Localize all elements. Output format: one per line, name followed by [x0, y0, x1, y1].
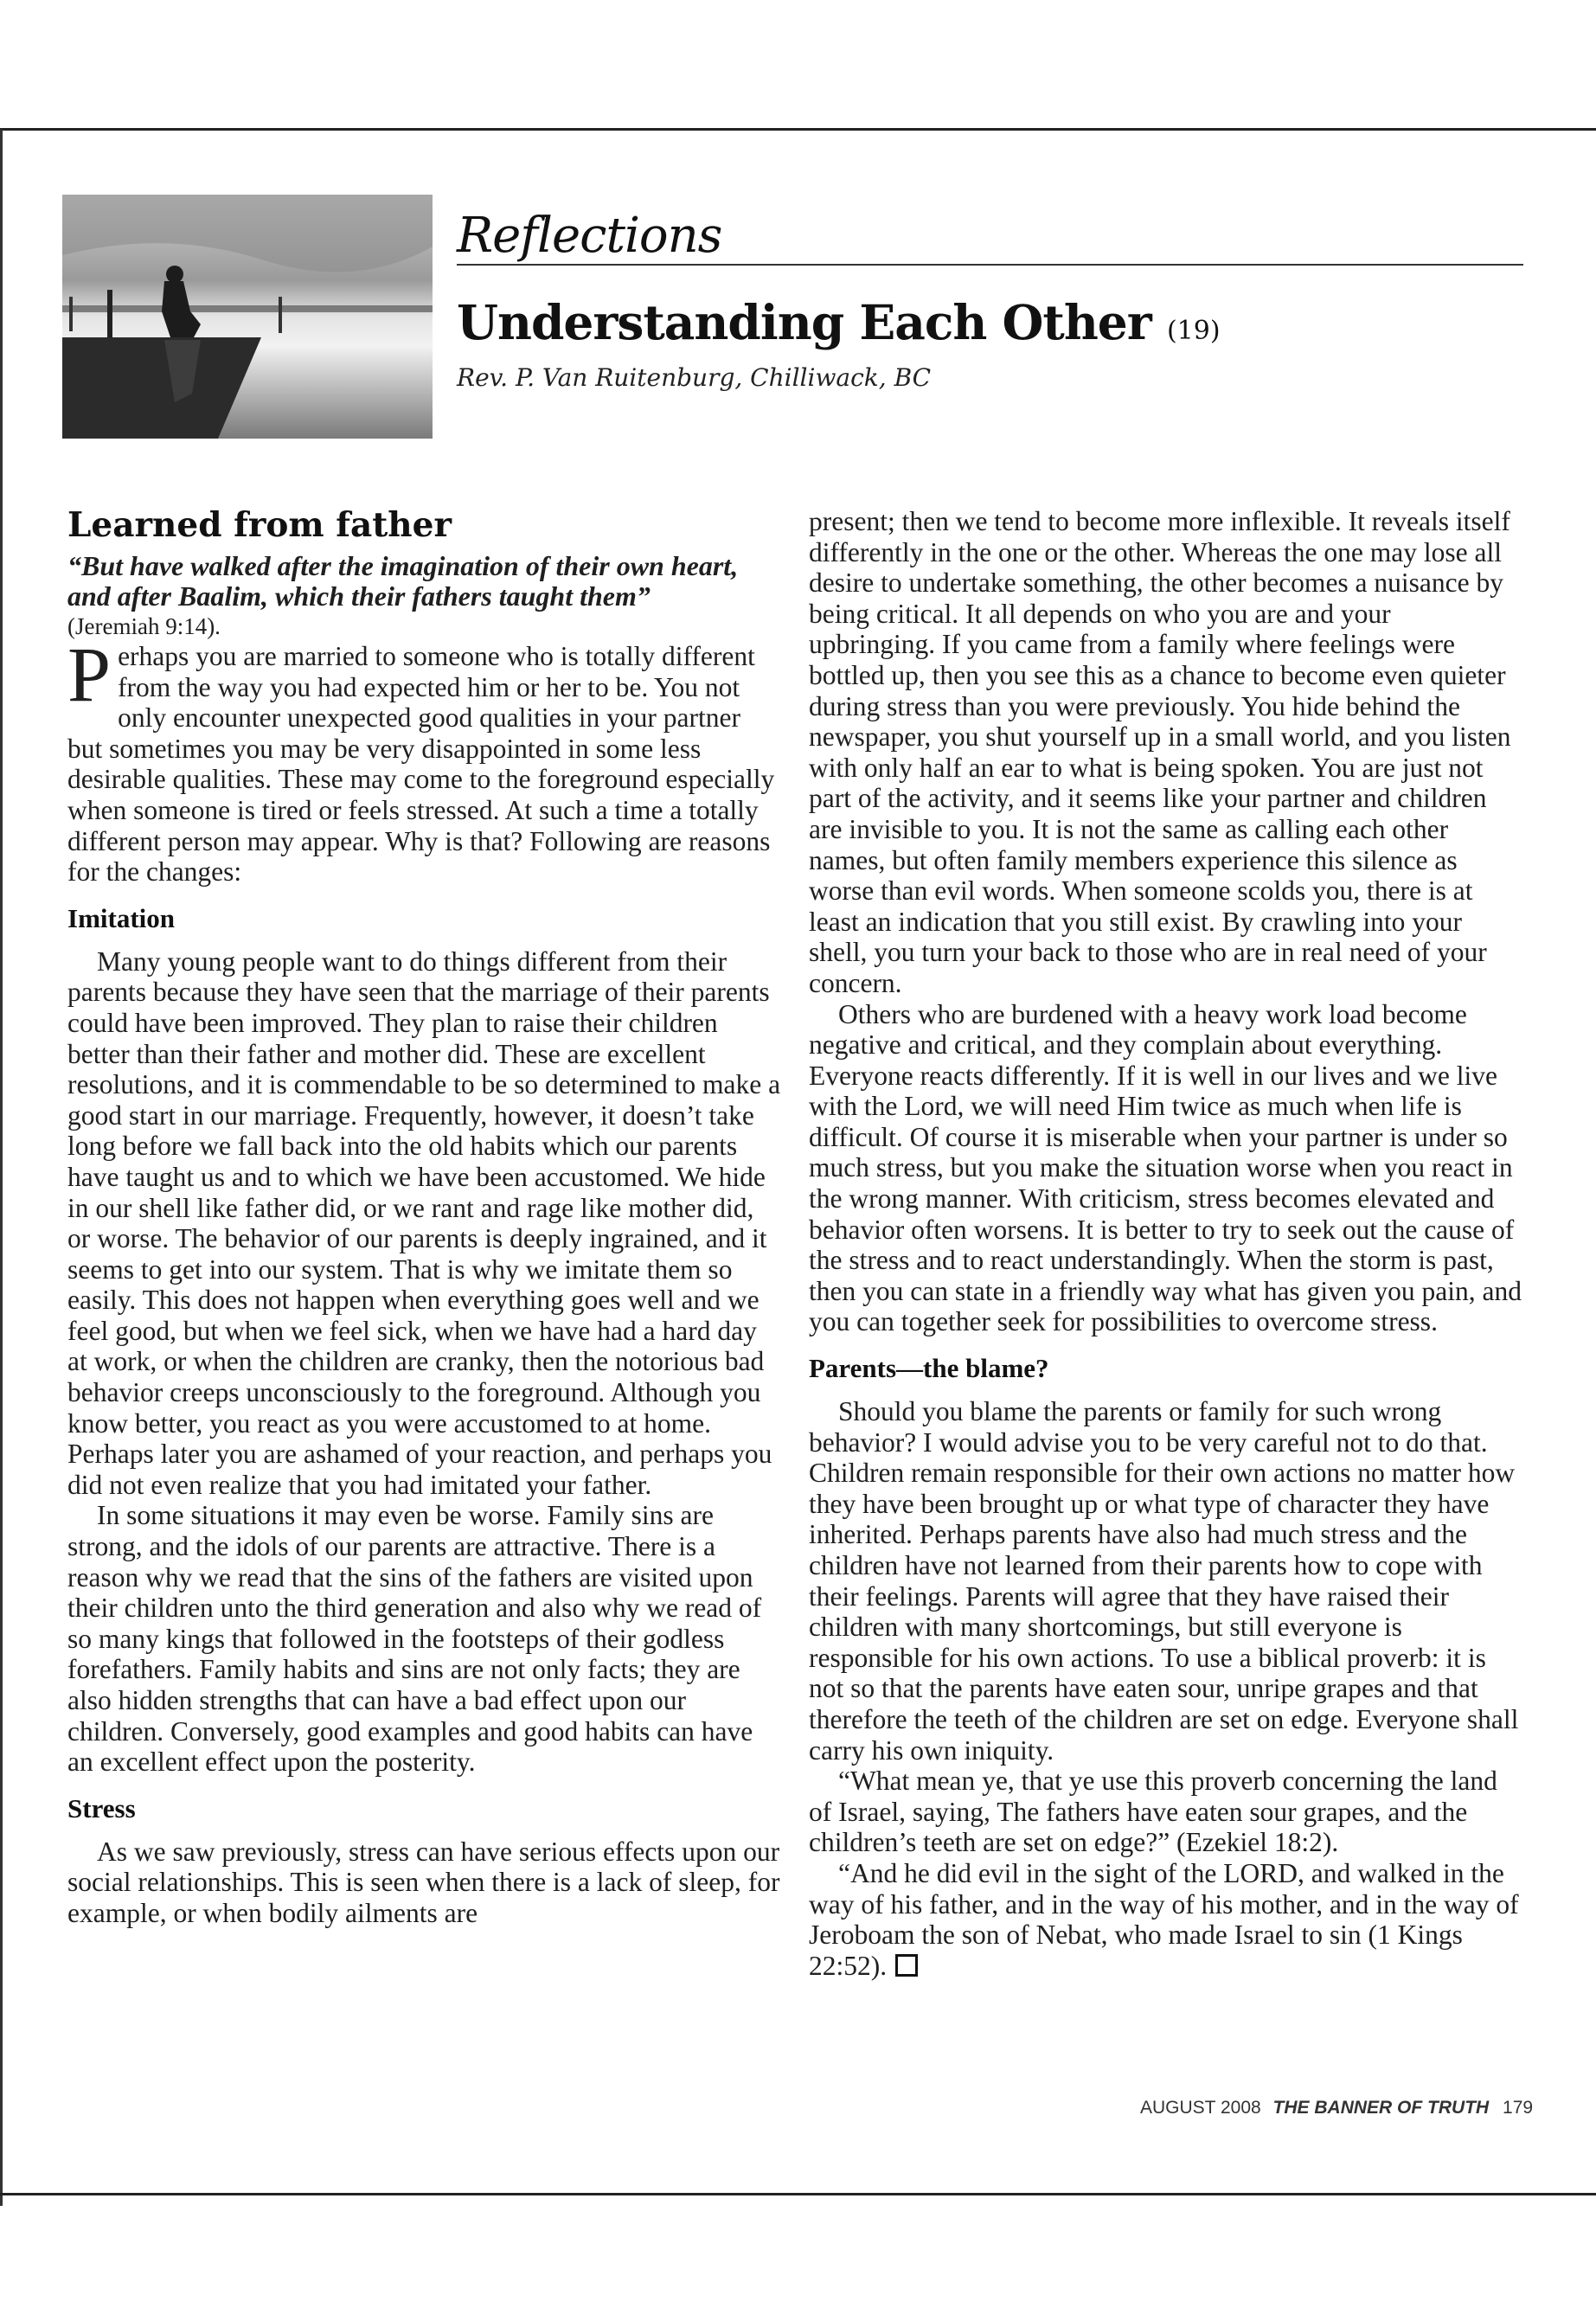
article-title-text: Understanding Each Other [457, 294, 1151, 350]
kicker-underline [457, 264, 1523, 266]
article-title [457, 294, 1221, 350]
paragraph: As we saw previously, stress can have serious effects upon our social relationships. This is seen when there is a lack of sleep, for example, or when bodily ailments are [67, 1836, 780, 1928]
section-title: Learned from father [67, 505, 452, 545]
subheading-imitation: Imitation [67, 902, 175, 933]
magazine-name: THE BANNER OF TRUTH [1272, 2098, 1490, 2118]
intro-text: erhaps you are married to someone who is totally different from the way you had expected him or her to be. You not only encounter unexpected good qualities in your partner but sometimes you may be very disappointed in some less desirable qualities. These may come to the foreground especially when someone is tired or feels stressed. At such a time a totally different person may appear. Why is that? Following are reasons for the changes: [67, 641, 775, 888]
article-byline: Rev. P. Van Ruitenburg, Chilliwack, BC [457, 363, 932, 392]
scripture-quote: “But have walked after the imagination of their own heart, and after Baalim, which their fathers taught them” [67, 550, 739, 612]
paragraph [809, 1858, 1523, 1981]
scripture-reference: (Jeremiah 9:14). [67, 613, 221, 639]
intro-paragraph [67, 632, 782, 888]
right-column [809, 506, 1523, 1981]
header-photo [62, 195, 433, 439]
paragraph: Others who are burdened with a heavy work load become negative and critical, and they complain about everything. Everyone reacts differently. If it is well in our lives and we live with the Lord, we will need Him twice as much when life is difficult. Of course it is miserable when your partner is under so much stress, but you make the situation worse when you react in the wrong manner. With criticism, stress becomes elevated and behavior often worsens. It is better to try to seek out the cause of the stress and to react understandingly. When the storm is past, then you can state in a friendly way what has given you pain, and you can together seek for possibilities to overcome stress. [809, 998, 1522, 1337]
top-border-rule [0, 128, 1596, 131]
drop-cap: P [67, 632, 112, 718]
end-mark-icon [895, 1954, 918, 1977]
left-edge-rule [0, 130, 3, 2206]
page-number: 179 [1503, 2098, 1534, 2118]
article-issue-number: (19) [1166, 316, 1221, 346]
page-footer [1140, 2098, 1533, 2118]
issue-date: AUGUST 2008 [1140, 2098, 1261, 2118]
bottom-border-rule [0, 2193, 1596, 2195]
subheading-parents: Parents—the blame? [809, 1353, 1049, 1384]
paragraph: Should you blame the parents or family for such wrong behavior? I would advise you to be very careful not to do that. Children remain responsible for their own actions no matter how they have been brought up or what type of character they have inherited. Perhaps parents have also had much stress and the children have not learned from their parents how to cope with their feelings. Parents will agree that they have raised their children with many shortcomings, but still everyone is responsible for his own actions. To use a biblical proverb: it is not so that the parents have eaten sour, unripe grapes and that therefore the teeth of the children are set on edge. Everyone shall carry his own iniquity. [809, 1396, 1519, 1766]
paragraph: “What mean ye, that ye use this proverb concerning the land of Israel, saying, The fathers have eaten sour grapes, and the children’s teeth are set on edge?” (Ezekiel 18:2). [809, 1766, 1497, 1858]
paragraph: In some situations it may even be worse. Family sins are strong, and the idols of our parents are attractive. There is a reason why we read that the sins of the fathers are visited upon their children unto the third generation and also why we read of so many kings that followed in the footsteps of their godless forefathers. Family habits and sins are not only facts; they are also hidden strengths that can have a bad effect upon our children. Conversely, good examples and good habits can have an excellent effect upon the posterity. [67, 1500, 762, 1778]
paragraph: present; then we tend to become more inflexible. It reveals itself differently in the one or the other. Whereas the one may lose all desire to undertake something, the other becomes a nuisance by being critical. It all depends on who you are and your upbringing. If you came from a family where feelings were bottled up, then you see this as a chance to become even quieter during stress than you were previously. You hide behind the newspaper, you shut yourself up in a small world, and you listen with only half an ear to what is being spoken. You are just not part of the activity, and it seems like your partner and children are invisible to you. It is not the same as calling each other names, but often family members experience this silence as worse than evil words. When someone scolds you, there is at least an indication that you still exist. By crawling into your shell, you turn your back to those who are in real need of your concern. [809, 506, 1511, 998]
section-kicker: Reflections [457, 208, 722, 264]
closing-text: “And he did evil in the sight of the LORD, and walked in the way of his father, and in the way of his mother, and in the way of Jeroboam the son of Nebat, who made Israel to sin (1 Kings 22:52). [809, 1857, 1519, 1981]
subheading-stress: Stress [67, 1792, 136, 1823]
paragraph: Many young people want to do things different from their parents because they have seen that the marriage of their parents could have been improved. They plan to raise their children better than their father and mother did. These are excellent resolutions, and it is commendable to be so determined to make a good start in our marriage. Frequently, however, it doesn’t take long before we fall back into the old habits which our parents have taught us and to which we have been accustomed. We hide in our shell like father did, or we rant and rage like mother did, or worse. The behavior of our parents is deeply ingrained, and it seems to get into our system. That is why we imitate them so easily. This does not happen when everything goes well and we feel good, but when we feel sick, when we have had a hard day at work, or when the children are cranky, then the notorious bad behavior creeps unconsciously to the foreground. Although you know better, you react as you were accustomed to at home. Perhaps later you are ashamed of your reaction, and perhaps you did not even realize that you had imitated your father. [67, 945, 781, 1500]
left-column [67, 506, 782, 1929]
